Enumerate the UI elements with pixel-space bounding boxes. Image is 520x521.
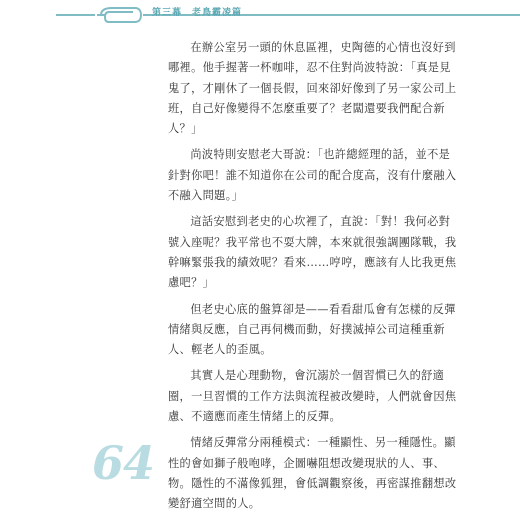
paragraph: 其實人是心理動物，會沉溺於一個習慣已久的舒適圈，一旦習慣的工作方法與流程被改變時，人們就會因焦慮、不適應而產生情緒上的反彈。 bbox=[168, 369, 457, 424]
paperclip-icon bbox=[95, 4, 143, 26]
paragraph: 這話安慰到老史的心坎裡了，直說：「對！我何必對號入座呢？我平常也不耍大牌，本來就很強調團隊戰，我幹嘛緊張我的績效呢？看來……哼哼，應該有人比我更焦慮吧？」 bbox=[168, 215, 457, 290]
paragraph: 但老史心底的盤算卻是——看看甜瓜會有怎樣的反彈情緒與反應，自己再伺機而動，好撲滅掉公司這種重新人、輕老人的歪風。 bbox=[168, 302, 456, 357]
paragraph: 尚波特則安慰老大哥說：「也許總經理的話，並不是針對你吧！誰不知道你在公司的配合度高，沒有什麼融入不融入問題。」 bbox=[168, 148, 457, 203]
running-header bbox=[152, 5, 252, 18]
paragraph: 情緒反彈常分兩種模式：一種顯性、另一種隱性。顯性的會如獅子般咆哮，企圖嚇阻想改變現狀的人、事、物。隱性的不滿像狐狸，會低調觀察後，再密謀推翻想改變舒適空間的人。 bbox=[168, 436, 457, 511]
body-text bbox=[168, 38, 458, 521]
page-number: 64 bbox=[92, 436, 155, 490]
chapter-title: 老鳥霸凌篇 bbox=[192, 8, 243, 18]
chapter-label: 第三幕 bbox=[152, 8, 183, 18]
paragraph: 在辦公室另一頭的休息區裡，史陶德的心情也沒好到哪裡。他手握著一杯咖啡，忍不住對尚波特說：「真是見鬼了，才剛休了一個長假，回來卻好像到了另一家公司上班，自己好像變得不怎麼重要了？老闆還要我們配合新人？」 bbox=[168, 41, 457, 136]
